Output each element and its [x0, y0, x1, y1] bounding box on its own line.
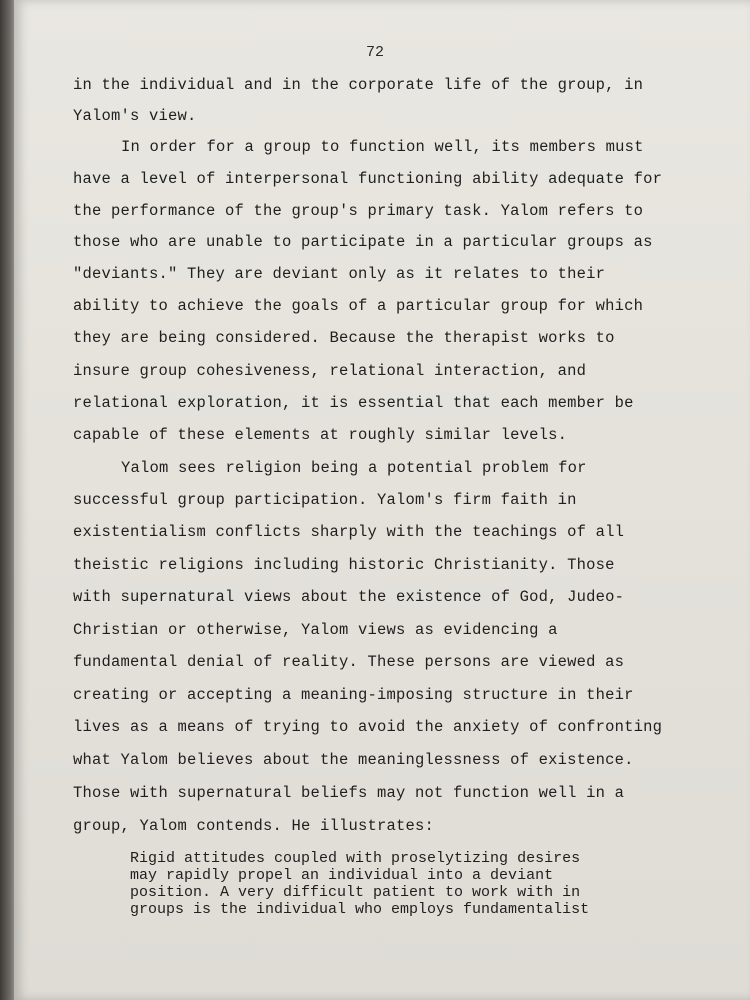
body-line: existentialism conflicts sharply with the teachings of all [73, 523, 625, 541]
body-line: insure group cohesiveness, relational interaction, and [73, 362, 587, 380]
body-line: ability to achieve the goals of a particular group for which [73, 297, 644, 315]
body-line: "deviants." They are deviant only as it relates to their [73, 265, 606, 283]
body-line: Christian or otherwise, Yalom views as evidencing a [73, 621, 558, 639]
quote-line: Rigid attitudes coupled with proselytizing desires [130, 850, 581, 867]
body-line: Yalom sees religion being a potential problem for [121, 459, 587, 477]
binding-edge [0, 0, 14, 1000]
quote-line: may rapidly propel an individual into a deviant [130, 867, 554, 884]
body-line: Those with supernatural beliefs may not function well in a [73, 784, 625, 802]
body-line: successful group participation. Yalom's firm faith in [73, 491, 577, 509]
body-line: have a level of interpersonal functioning ability adequate for [73, 170, 663, 188]
body-line: lives as a means of trying to avoid the anxiety of confronting [73, 718, 663, 736]
quote-line: position. A very difficult patient to work with in [130, 884, 581, 901]
body-line: group, Yalom contends. He illustrates: [73, 817, 435, 835]
body-line: relational exploration, it is essential that each member be [73, 394, 634, 412]
body-line: theistic religions including historic Christianity. Those [73, 556, 615, 574]
body-line: the performance of the group's primary task. Yalom refers to [73, 202, 644, 220]
body-line: capable of these elements at roughly similar levels. [73, 426, 568, 444]
body-line: those who are unable to participate in a particular groups as [73, 233, 653, 251]
body-line: Yalom's view. [73, 107, 197, 125]
quote-line: groups is the individual who employs fundamentalist [130, 901, 590, 918]
body-line: in the individual and in the corporate life of the group, in [73, 76, 644, 94]
body-line: creating or accepting a meaning-imposing structure in their [73, 686, 634, 704]
document-page [14, 0, 750, 1000]
body-line: fundamental denial of reality. These persons are viewed as [73, 653, 625, 671]
page-number: 72 [366, 44, 385, 61]
body-line: what Yalom believes about the meaninglessness of existence. [73, 751, 634, 769]
body-line: they are being considered. Because the therapist works to [73, 329, 615, 347]
body-line: In order for a group to function well, its members must [121, 138, 644, 156]
body-line: with supernatural views about the existence of God, Judeo- [73, 588, 625, 606]
